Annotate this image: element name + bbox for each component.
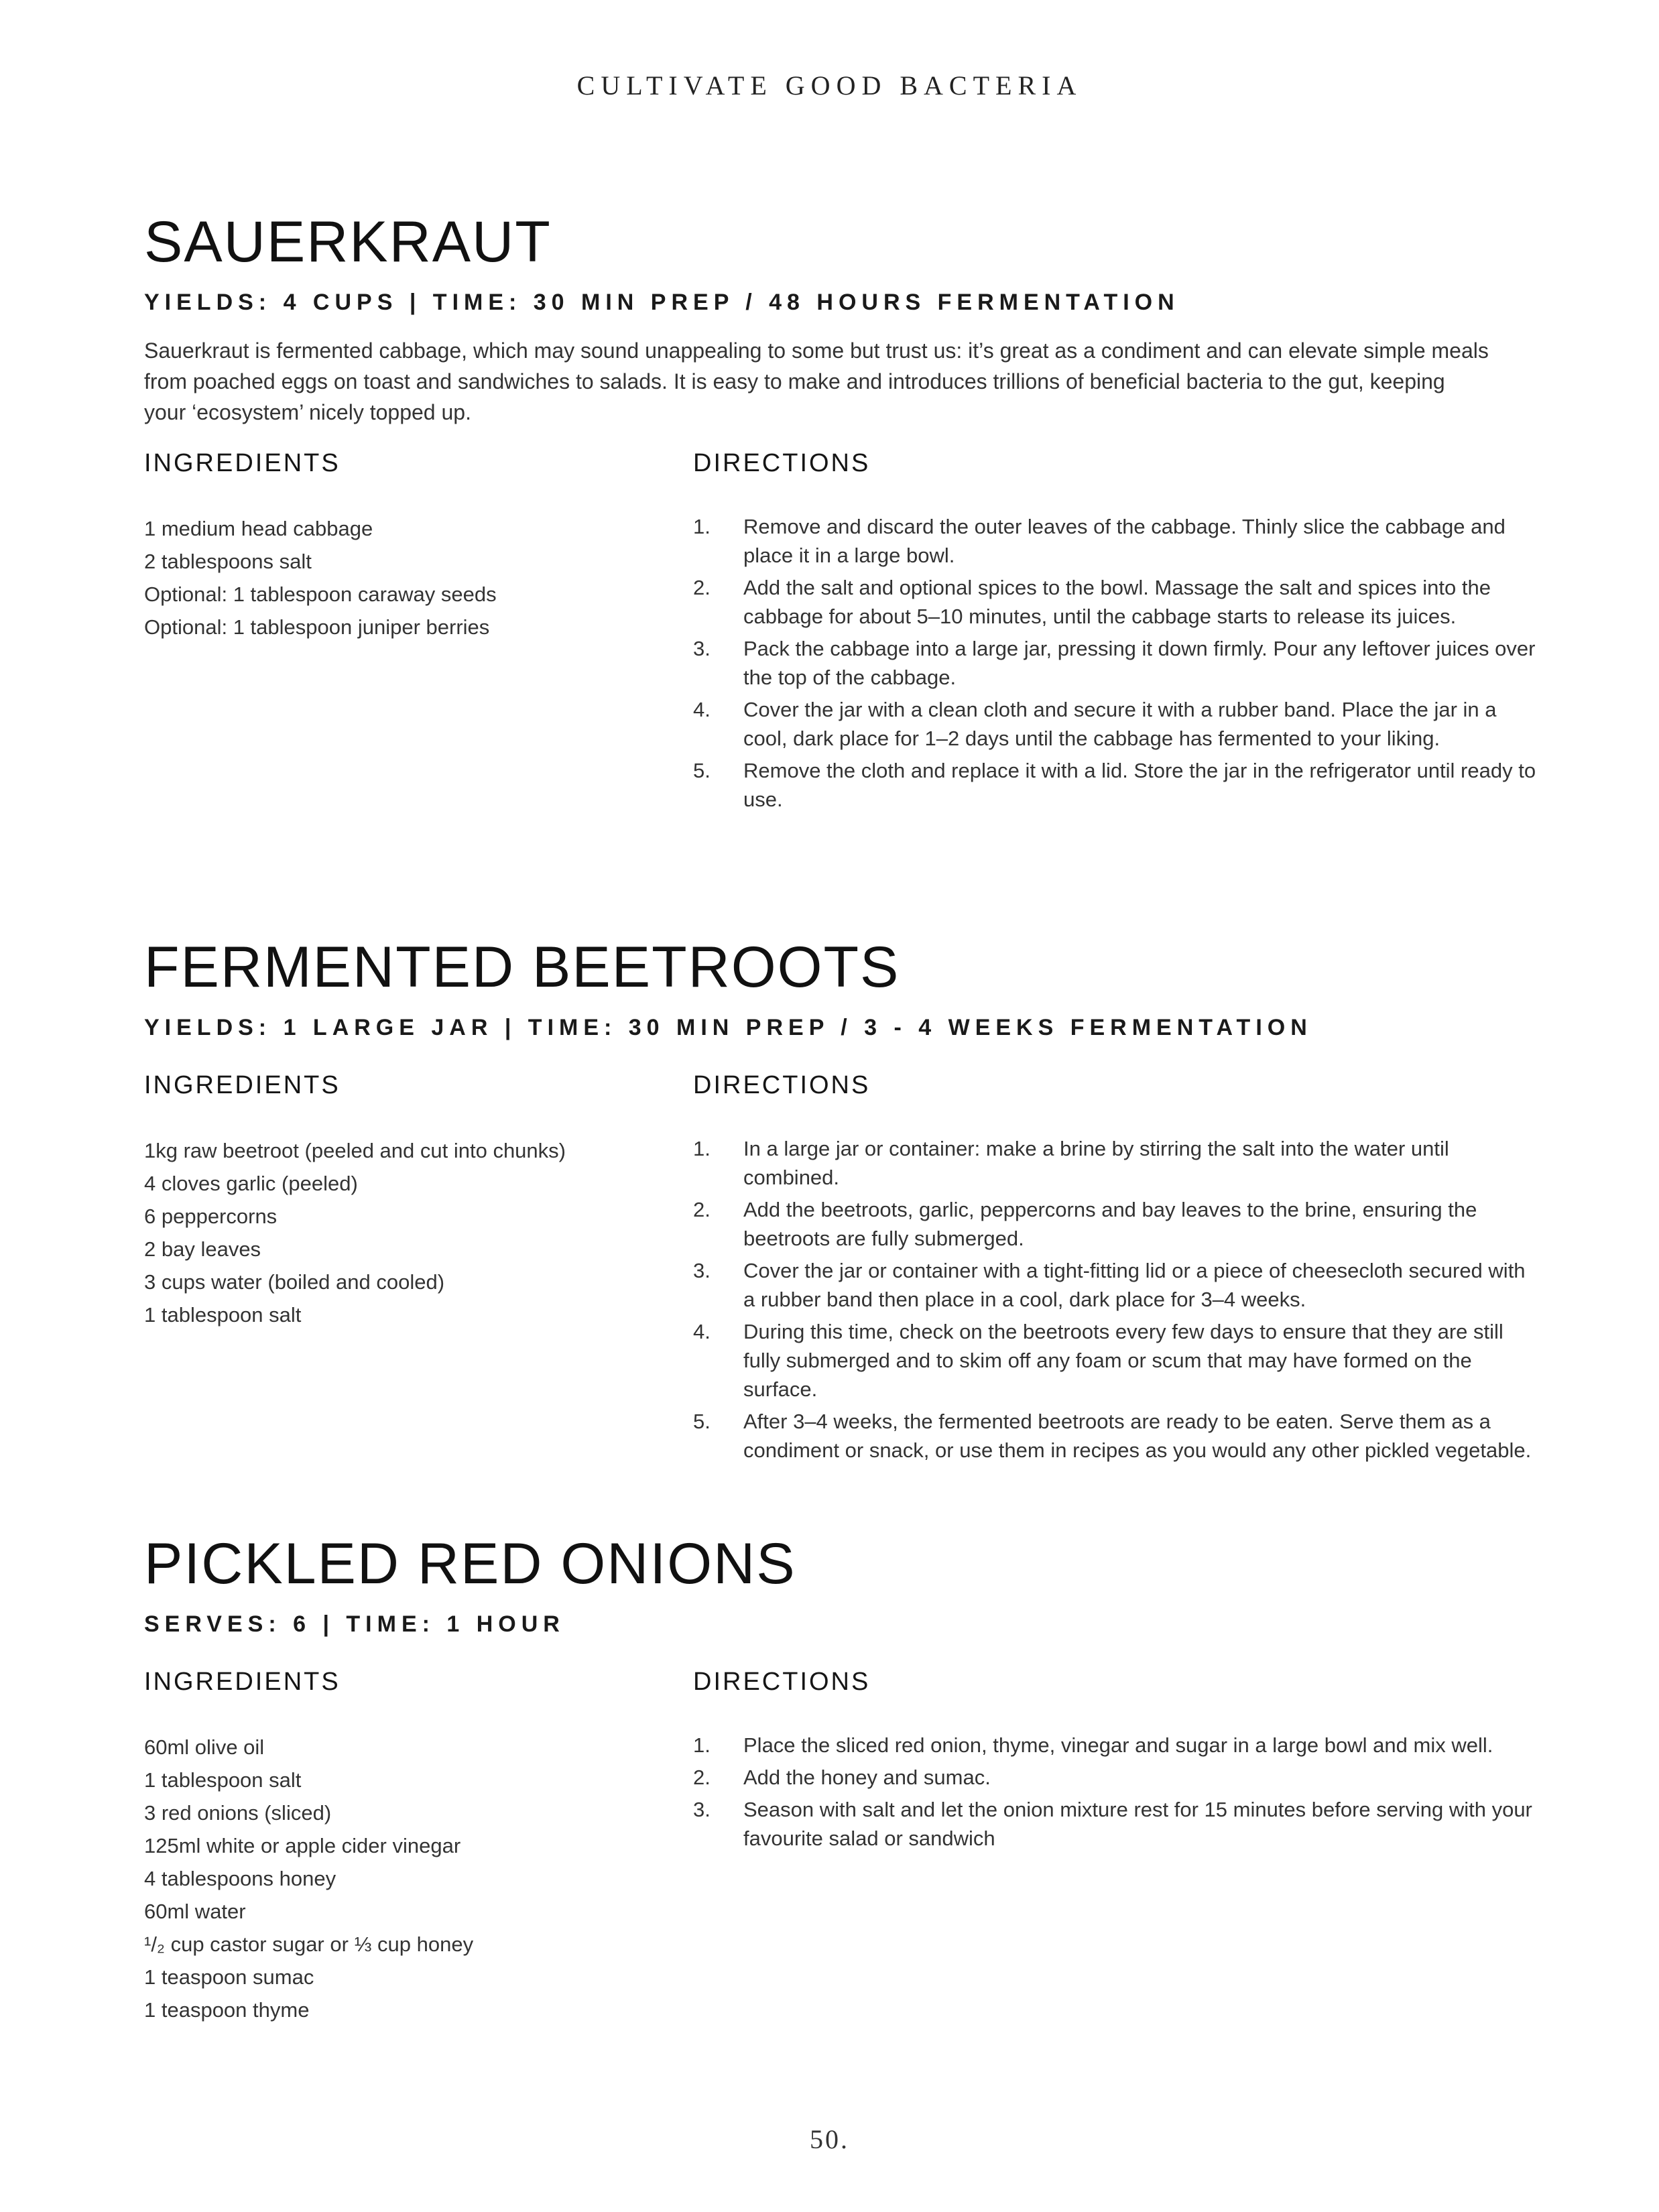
direction-step: [693, 1407, 1539, 1465]
direction-step: [693, 1317, 1539, 1404]
ingredient-item: 2 bay leaves: [144, 1237, 261, 1261]
directions-column: [693, 1072, 1539, 1468]
step-text: Cover the jar or container with a tight-fitting lid or a piece of cheesecloth secured with a rubber band then place in a cool, dark place for 3–4 weeks.: [743, 1259, 1526, 1311]
recipe-title: FERMENTED BEETROOTS: [144, 935, 900, 999]
ingredient-item: 4 cloves garlic (peeled): [144, 1172, 358, 1195]
ingredients-list: [144, 1134, 667, 1331]
recipe-meta: SERVES: 6 | TIME: 1 HOUR: [144, 1611, 565, 1637]
ingredients-list: [144, 512, 667, 643]
ingredients-column: [144, 1669, 667, 2026]
step-number: 1.: [693, 1137, 711, 1160]
ingredient-item: 125ml white or apple cider vinegar: [144, 1834, 461, 1857]
ingredients-list: [144, 1731, 667, 2026]
step-text: Add the beetroots, garlic, peppercorns and bay leaves to the brine, ensuring the beetroots are fully submerged.: [743, 1198, 1477, 1250]
ingredient-item: 1 teaspoon thyme: [144, 1998, 310, 2022]
recipe-fermented-beetroots: [144, 935, 1538, 1462]
step-number: 5.: [693, 1410, 711, 1433]
step-number: 5.: [693, 759, 711, 782]
step-text: Season with salt and let the onion mixture rest for 15 minutes before serving with your favourite salad or sandwich: [743, 1798, 1532, 1850]
ingredient-item: 1 medium head cabbage: [144, 517, 373, 540]
directions-list: [693, 1134, 1539, 1465]
direction-step: [693, 1763, 1539, 1792]
ingredient-item: 2 tablespoons salt: [144, 550, 312, 573]
step-number: 3.: [693, 1259, 711, 1282]
recipe-pickled-red-onions: [144, 1532, 1538, 2022]
direction-step: [693, 512, 1539, 570]
directions-heading: DIRECTIONS: [693, 449, 871, 477]
directions-list: [693, 512, 1539, 814]
step-text: In a large jar or container: make a brine by stirring the salt into the water until combined.: [743, 1137, 1449, 1189]
step-text: After 3–4 weeks, the fermented beetroots are ready to be eaten. Serve them as a condiment or snack, or use them in recipes as you would any other pickled vegetable.: [743, 1410, 1532, 1462]
ingredient-item: 60ml olive oil: [144, 1735, 265, 1759]
step-text: Pack the cabbage into a large jar, pressing it down firmly. Pour any leftover juices over the top of the cabbage.: [743, 637, 1536, 689]
direction-step: [693, 695, 1539, 753]
step-text: Remove the cloth and replace it with a lid. Store the jar in the refrigerator until ready to use.: [743, 759, 1536, 811]
step-text: During this time, check on the beetroots every few days to ensure that they are still fully submerged and to skim off any foam or scum that may have formed on the surface.: [743, 1320, 1503, 1401]
direction-step: [693, 1795, 1539, 1853]
ingredient-item: 60ml water: [144, 1900, 246, 1923]
step-text: Place the sliced red onion, thyme, vinegar and sugar in a large bowl and mix well.: [743, 1733, 1493, 1757]
ingredient-item: 1 tablespoon salt: [144, 1303, 302, 1327]
directions-heading: DIRECTIONS: [693, 1668, 871, 1696]
step-number: 1.: [693, 1733, 711, 1757]
ingredient-item: 4 tablespoons honey: [144, 1867, 336, 1890]
ingredient-item: Optional: 1 tablespoon caraway seeds: [144, 582, 497, 606]
recipe-sauerkraut: [144, 210, 1538, 811]
ingredient-item: 1 teaspoon sumac: [144, 1965, 314, 1989]
ingredient-item: 3 red onions (sliced): [144, 1801, 332, 1825]
page-number: 50.: [810, 2124, 849, 2154]
directions-list: [693, 1731, 1539, 1853]
direction-step: [693, 756, 1539, 814]
step-text: Add the salt and optional spices to the bowl. Massage the salt and spices into the cabbage for about 5–10 minutes, until the cabbage starts to release its juices.: [743, 576, 1491, 628]
direction-step: [693, 1134, 1539, 1192]
recipe-title: SAUERKRAUT: [144, 210, 552, 274]
step-text: Cover the jar with a clean cloth and secure it with a rubber band. Place the jar in a cool, dark place for 1–2 days until the cabbage has fermented to your liking.: [743, 698, 1497, 750]
direction-step: [693, 634, 1539, 692]
step-text: Add the honey and sumac.: [743, 1766, 991, 1789]
directions-heading: DIRECTIONS: [693, 1071, 871, 1099]
ingredient-item: 1kg raw beetroot (peeled and cut into chunks): [144, 1139, 566, 1162]
direction-step: [693, 573, 1539, 631]
ingredient-item: 6 peppercorns: [144, 1205, 278, 1228]
step-number: 2.: [693, 1766, 711, 1789]
direction-step: [693, 1195, 1539, 1253]
step-number: 2.: [693, 1198, 711, 1221]
recipe-meta: YIELDS: 4 CUPS | TIME: 30 MIN PREP / 48 HOURS FERMENTATION: [144, 290, 1180, 315]
step-number: 3.: [693, 1798, 711, 1821]
recipe-intro: Sauerkraut is fermented cabbage, which may sound unappealing to some but trust us: it’s great as a condiment and can elevate simple meals from poached eggs on toast and sandwiches to salads. It is easy to make and introduces trillions of beneficial bacteria to the gut, keeping your ‘ecosystem’ nicely topped up.: [144, 339, 1489, 424]
step-number: 3.: [693, 637, 711, 660]
step-number: 4.: [693, 698, 711, 721]
ingredients-column: [144, 1072, 667, 1331]
ingredient-item: 1 tablespoon salt: [144, 1768, 302, 1792]
ingredient-item: Optional: 1 tablespoon juniper berries: [144, 615, 490, 639]
step-text: Remove and discard the outer leaves of the cabbage. Thinly slice the cabbage and place it in a large bowl.: [743, 515, 1506, 567]
direction-step: [693, 1256, 1539, 1314]
directions-column: [693, 450, 1539, 817]
step-number: 2.: [693, 576, 711, 599]
ingredients-heading: INGREDIENTS: [144, 1668, 341, 1696]
step-number: 1.: [693, 515, 711, 538]
step-number: 4.: [693, 1320, 711, 1343]
direction-step: [693, 1731, 1539, 1760]
recipe-title: PICKLED RED ONIONS: [144, 1532, 796, 1596]
recipe-meta: YIELDS: 1 LARGE JAR | TIME: 30 MIN PREP / 3 - 4 WEEKS FERMENTATION: [144, 1015, 1312, 1040]
ingredients-column: [144, 450, 667, 643]
ingredient-item: ¹/₂ cup castor sugar or ⅓ cup honey: [144, 1932, 474, 1956]
ingredients-heading: INGREDIENTS: [144, 449, 341, 477]
directions-column: [693, 1669, 1539, 1856]
ingredient-item: 3 cups water (boiled and cooled): [144, 1270, 445, 1294]
ingredients-heading: INGREDIENTS: [144, 1071, 341, 1099]
running-head: CULTIVATE GOOD BACTERIA: [576, 70, 1083, 101]
